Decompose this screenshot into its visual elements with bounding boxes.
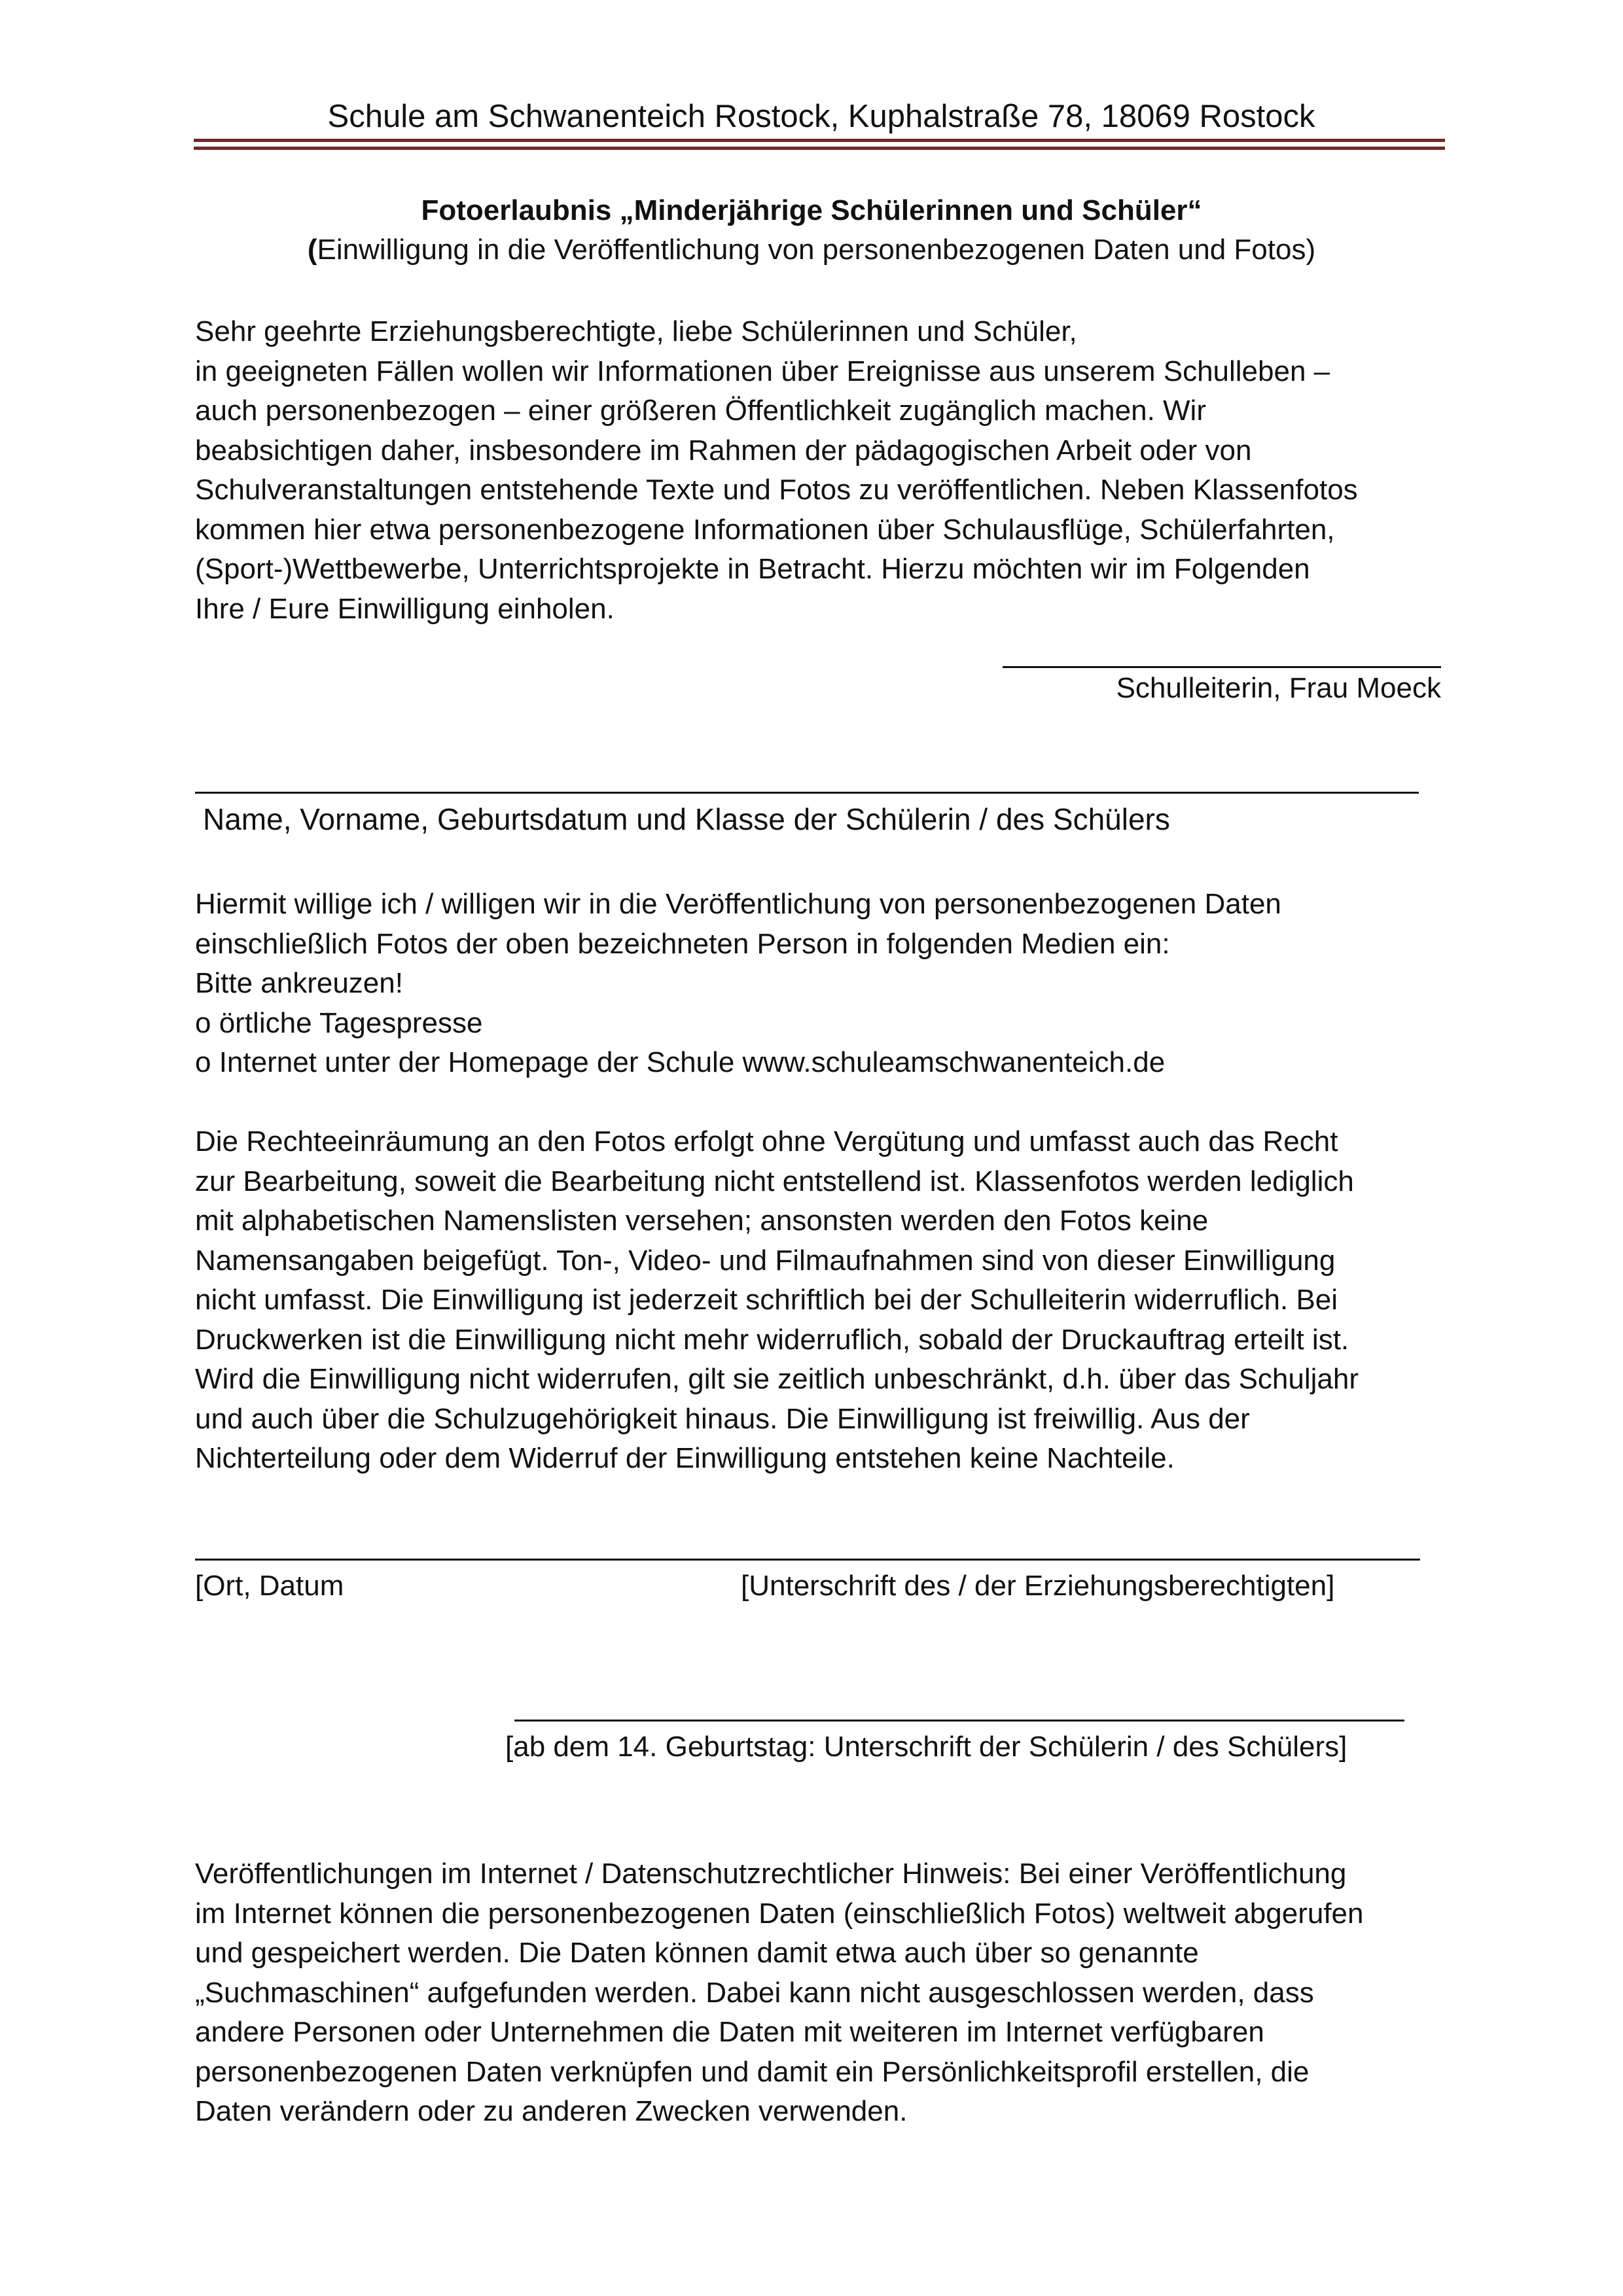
rights-line: mit alphabetischen Namenslisten versehen; ansonsten werden den Fotos keine <box>195 1205 1209 1237</box>
subtitle-text: Einwilligung in die Veröffentlichung von personenbezogenen Daten und Fotos) <box>317 234 1316 266</box>
privacy-line: personenbezogenen Daten verknüpfen und damit ein Persönlichkeitsprofil erstellen, die <box>195 2055 1310 2088</box>
consent-line: einschließlich Fotos der oben bezeichneten Person in folgenden Medien ein: <box>195 927 1170 960</box>
place-date-caption: [Ort, Datum <box>195 1570 344 1602</box>
rights-line: Nichterteilung oder dem Widerruf der Einwilligung entstehen keine Nachteile. <box>195 1442 1175 1474</box>
intro-line: beabsichtigen daher, insbesondere im Rahmen der pädagogischen Arbeit oder von <box>195 434 1252 467</box>
school-header: Schule am Schwanenteich Rostock, Kuphalstraße 78, 18069 Rostock <box>327 99 1315 134</box>
rights-line: Namensangaben beigefügt. Ton-, Video- und Filmaufnahmen sind von dieser Einwilligung <box>195 1244 1336 1277</box>
intro-line: kommen hier etwa personenbezogene Informationen über Schulausflüge, Schülerfahrten, <box>195 513 1335 546</box>
intro-paragraph <box>195 312 1452 629</box>
privacy-line: und gespeichert werden. Die Daten können damit etwa auch über so genannte <box>195 1937 1199 1969</box>
consent-instruction: Bitte ankreuzen! <box>195 967 403 999</box>
document-title: Fotoerlaubnis „Minderjährige Schülerinnen und Schüler“ <box>421 194 1202 226</box>
header-rule-bottom <box>194 147 1445 150</box>
intro-line: auch personenbezogen – einer größeren Öffentlichkeit zugänglich machen. Wir <box>195 395 1206 427</box>
intro-line: Ihre / Eure Einwilligung einholen. <box>195 592 615 625</box>
guardian-signature-caption: [Unterschrift des / der Erziehungsberechtigten] <box>741 1570 1335 1602</box>
checkbox-option-press[interactable]: o örtliche Tagespresse <box>195 1006 483 1039</box>
student-signature-caption: [ab dem 14. Geburtstag: Unterschrift der Schülerin / des Schülers] <box>505 1731 1347 1763</box>
rights-line: zur Bearbeitung, soweit die Bearbeitung nicht entstellend ist. Klassenfotos werden lediglich <box>195 1165 1354 1197</box>
intro-line: in geeigneten Fällen wollen wir Informationen über Ereignisse aus unserem Schulleben – <box>195 355 1330 387</box>
subtitle-open-paren: ( <box>307 234 317 266</box>
rights-line: nicht umfasst. Die Einwilligung ist jederzeit schriftlich bei der Schulleiterin widerruflich. Bei <box>195 1284 1338 1316</box>
privacy-line: andere Personen oder Unternehmen die Daten mit weiteren im Internet verfügbaren <box>195 2016 1264 2048</box>
privacy-line: „Suchmaschinen“ aufgefunden werden. Dabei kann nicht ausgeschlossen werden, dass <box>195 1976 1314 2009</box>
rights-line: und auch über die Schulzugehörigkeit hinaus. Die Einwilligung ist freiwillig. Aus der <box>195 1402 1250 1435</box>
intro-line: Sehr geehrte Erziehungsberechtigte, liebe Schülerinnen und Schüler, <box>195 315 1077 347</box>
principal-signature-line[interactable] <box>1003 666 1441 668</box>
rights-line: Die Rechteeinräumung an den Fotos erfolgt ohne Vergütung und umfasst auch das Recht <box>195 1125 1338 1157</box>
intro-line: (Sport-)Wettbewerbe, Unterrichtsprojekte in Betracht. Hierzu möchten wir im Folgenden <box>195 553 1310 585</box>
student-name-line[interactable] <box>195 792 1419 794</box>
rights-line: Druckwerken ist die Einwilligung nicht mehr widerruflich, sobald der Druckauftrag erteilt ist. <box>195 1323 1349 1356</box>
principal-signature-caption: Schulleiterin, Frau Moeck <box>1116 672 1441 704</box>
header-rule-top <box>194 139 1445 142</box>
student-name-caption: Name, Vorname, Geburtsdatum und Klasse der Schülerin / des Schülers <box>203 802 1170 836</box>
privacy-line: Veröffentlichungen im Internet / Datenschutzrechtlicher Hinweis: Bei einer Veröffentlichung <box>195 1858 1347 1890</box>
student-signature-line[interactable] <box>514 1720 1404 1722</box>
privacy-line: im Internet können die personenbezogenen Daten (einschließlich Fotos) weltweit abgerufen <box>195 1897 1364 1930</box>
rights-line: Wird die Einwilligung nicht widerrufen, gilt sie zeitlich unbeschränkt, d.h. über das Schuljahr <box>195 1363 1359 1395</box>
document-subtitle <box>0 230 1623 270</box>
guardian-signature-line[interactable] <box>195 1559 1420 1561</box>
privacy-line: Daten verändern oder zu anderen Zwecken verwenden. <box>195 2095 908 2127</box>
intro-line: Schulveranstaltungen entstehende Texte und Fotos zu veröffentlichen. Neben Klassenfotos <box>195 474 1358 506</box>
rights-paragraph <box>195 1122 1452 1479</box>
privacy-paragraph <box>195 1854 1452 2132</box>
consent-line: Hiermit willige ich / willigen wir in die Veröffentlichung von personenbezogenen Daten <box>195 888 1281 920</box>
consent-paragraph <box>195 885 1452 1083</box>
checkbox-option-internet[interactable]: o Internet unter der Homepage der Schule www.schuleamschwanenteich.de <box>195 1046 1166 1078</box>
